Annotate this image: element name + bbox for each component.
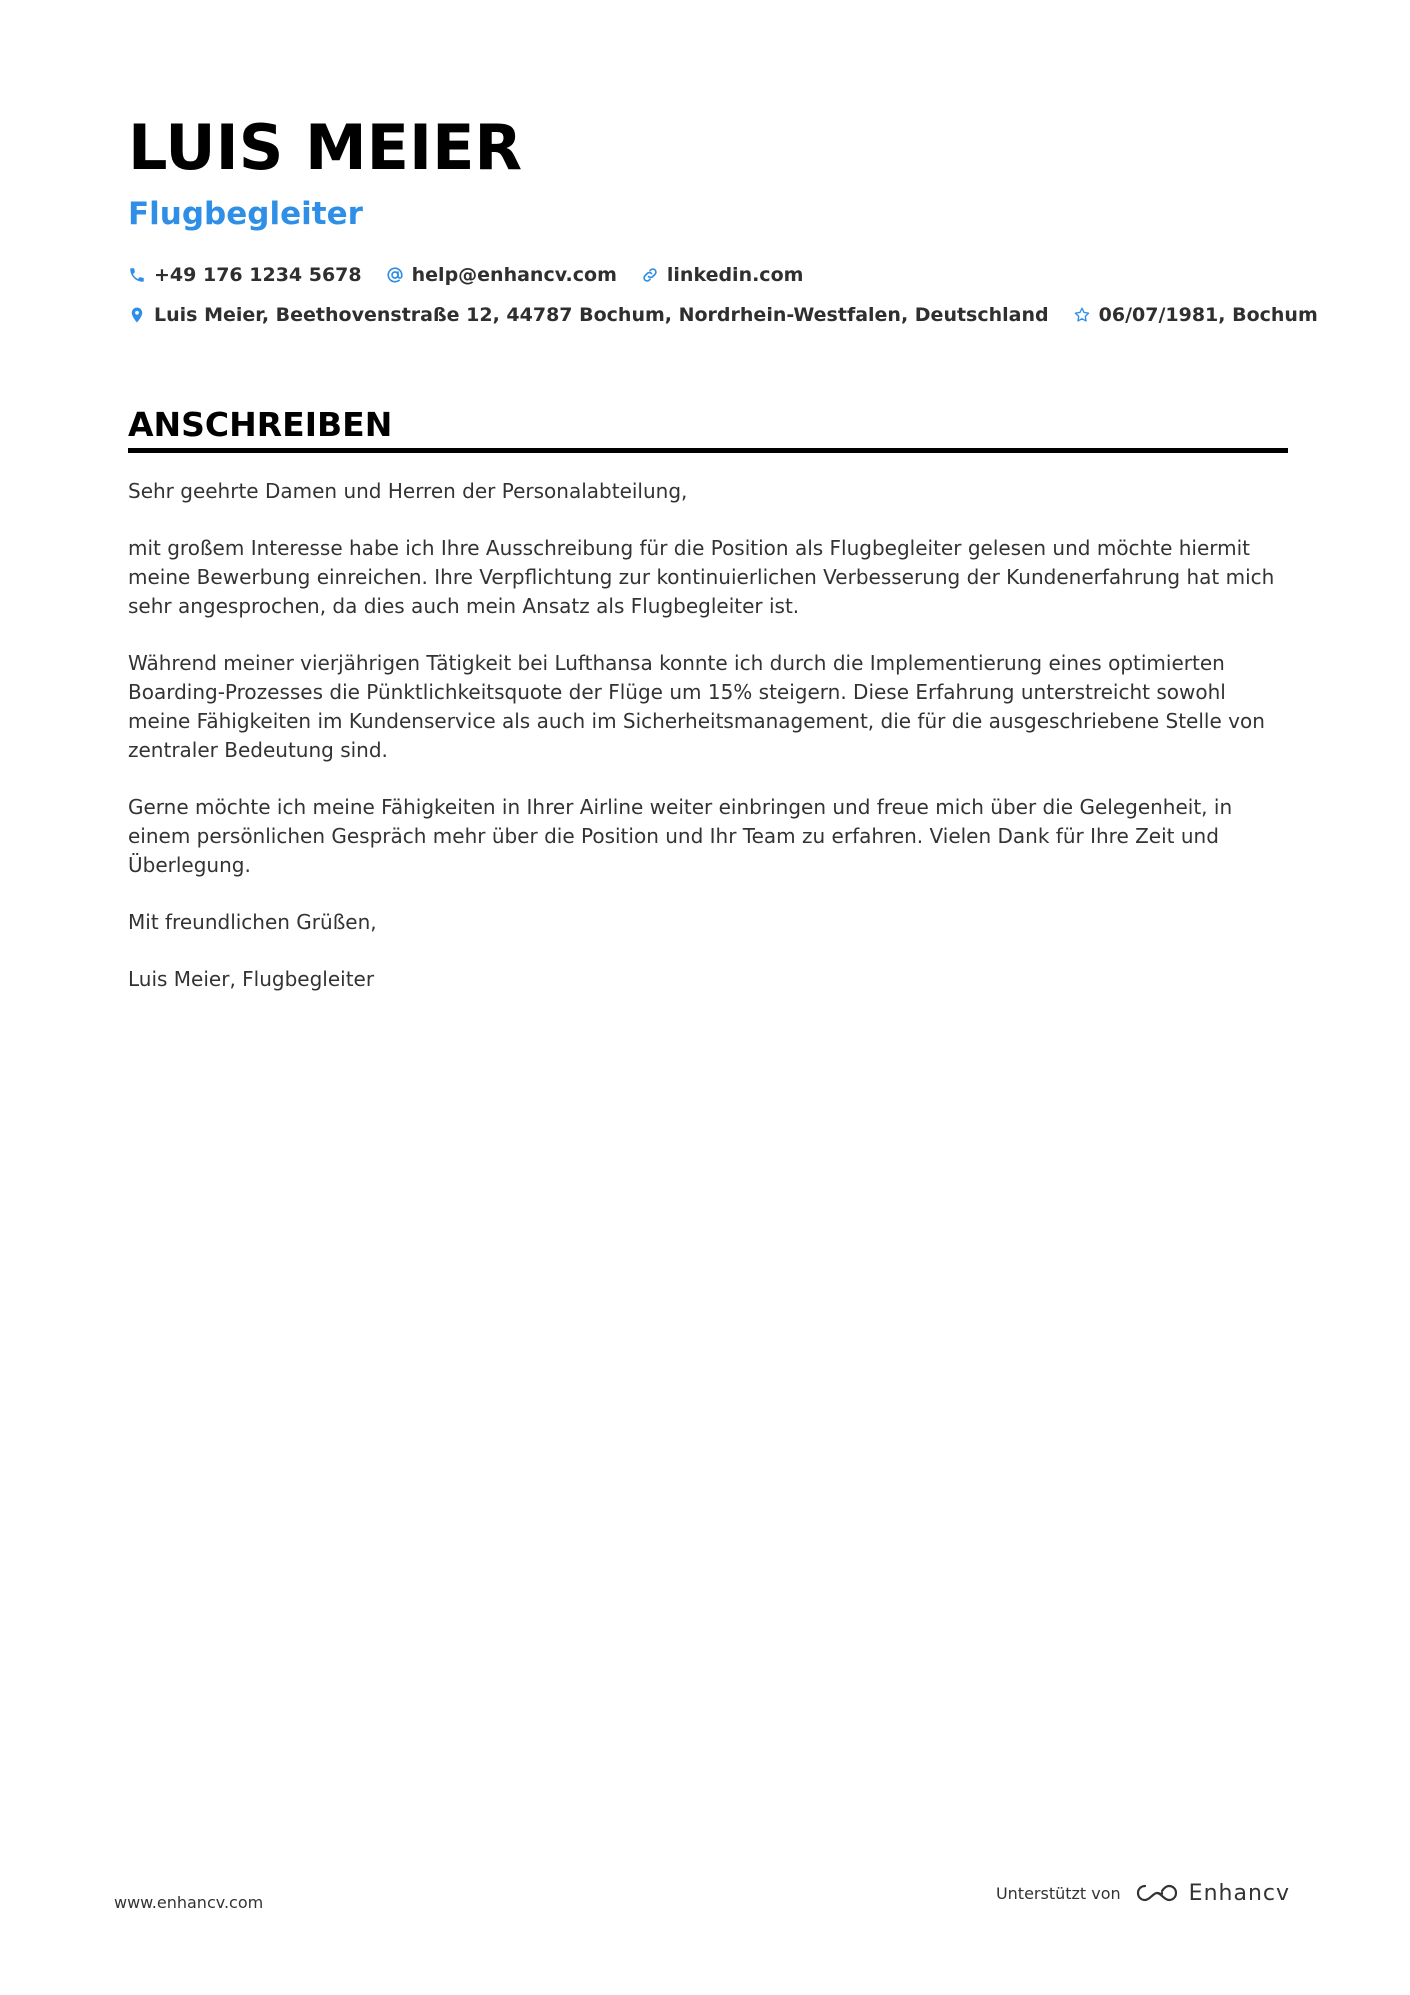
contact-phone (128, 264, 362, 286)
letter-paragraph: Während meiner vierjährigen Tätigkeit bei Lufthansa konnte ich durch die Implementierung eines optimierten Boarding-Prozesses die Pünktlichkeitsquote der Flüge um 15% steigern. Diese Erfahrung unterstreicht sowohl meine Fähigkeiten im Kundenservice als auch im Sicherheitsmanagement, die für die ausgeschriebene Stelle von zentraler Bedeutung sind. (128, 651, 1265, 762)
phone-text: +49 176 1234 5678 (154, 264, 362, 286)
email-text[interactable]: help@enhancv.com (411, 264, 617, 286)
footer-branding (996, 1880, 1290, 1906)
link-icon (641, 266, 659, 284)
letter-signature: Luis Meier, Flugbegleiter (128, 967, 375, 991)
location-pin-icon (128, 306, 146, 324)
letter-body (128, 477, 1288, 994)
linkedin-text[interactable]: linkedin.com (666, 264, 804, 286)
contact-linkedin[interactable] (641, 264, 804, 286)
resume-header (128, 108, 1318, 330)
infinity-logo-icon (1133, 1880, 1181, 1906)
brand-logo[interactable] (1133, 1880, 1290, 1906)
cover-letter-section (128, 404, 1288, 1022)
address-text: Luis Meier, Beethovenstraße 12, 44787 Bochum, Nordrhein-Westfalen, Deutschland (154, 304, 1049, 326)
section-title: ANSCHREIBEN (128, 405, 393, 444)
brand-name: Enhancv (1188, 1880, 1290, 1906)
letter-paragraph: mit großem Interesse habe ich Ihre Ausschreibung für die Position als Flugbegleiter gelesen und möchte hiermit meine Bewerbung einreichen. Ihre Verpflichtung zur kontinuierlichen Verbesserung der Kundenerfahrung hat mich sehr angesprochen, da dies auch mein Ansatz als Flugbegleiter ist. (128, 536, 1275, 618)
letter-salutation: Sehr geehrte Damen und Herren der Personalabteilung, (128, 479, 688, 503)
job-title: Flugbegleiter (128, 196, 363, 232)
contact-row-secondary (128, 300, 1318, 330)
letter-paragraph: Gerne möchte ich meine Fähigkeiten in Ihrer Airline weiter einbringen und freue mich über die Gelegenheit, in einem persönlichen Gespräch mehr über die Position und Ihr Team zu erfahren. Vielen Dank für Ihre Zeit und Überlegung. (128, 795, 1233, 877)
section-divider (128, 448, 1288, 453)
star-icon (1073, 306, 1091, 324)
contact-row-primary (128, 260, 1288, 290)
contact-birth (1073, 304, 1318, 326)
contact-email[interactable] (386, 264, 617, 286)
phone-icon (128, 266, 146, 284)
powered-by-label: Unterstützt von (995, 1883, 1121, 1903)
candidate-name: LUIS MEIER (128, 111, 523, 184)
birth-text: 06/07/1981, Bochum (1098, 304, 1318, 326)
letter-closing: Mit freundlichen Grüßen, (128, 910, 377, 934)
footer-website[interactable]: www.enhancv.com (114, 1893, 264, 1912)
contact-address (128, 304, 1049, 326)
at-icon (386, 266, 404, 284)
